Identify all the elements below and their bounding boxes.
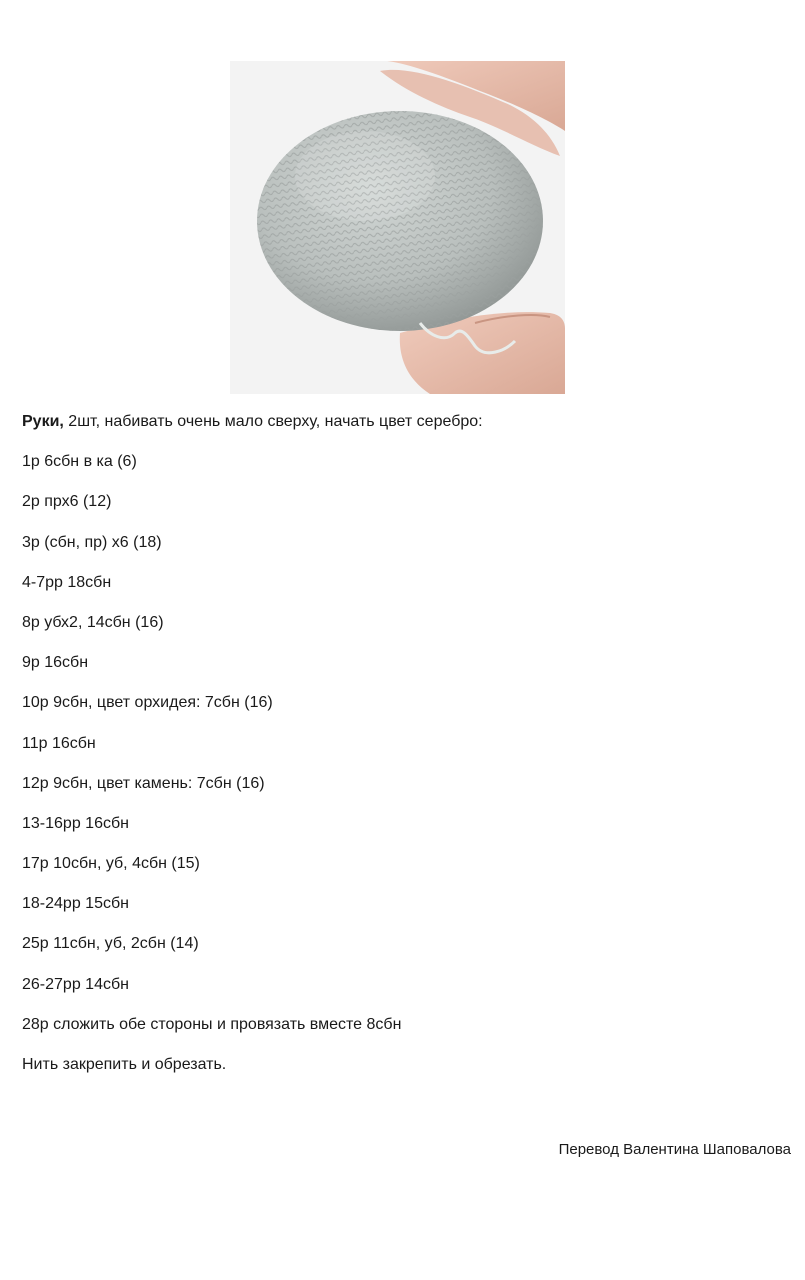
pattern-row: 11р 16сбн — [22, 734, 96, 752]
pattern-instructions — [22, 412, 782, 1095]
crocheted-ball-illustration — [230, 61, 565, 394]
translator-credit: Перевод Валентина Шаповалова — [558, 1141, 791, 1158]
pattern-row: 18-24рр 15сбн — [22, 895, 129, 913]
pattern-row: 17р 10сбн, уб, 4сбн (15) — [22, 855, 200, 873]
heading-text: 2шт, набивать очень мало сверху, начать цвет серебро: — [63, 413, 483, 430]
pattern-heading — [22, 412, 782, 452]
pattern-row: 1р 6сбн в ка (6) — [22, 453, 137, 471]
pattern-row: 28р сложить обе стороны и провязать вместе 8сбн — [22, 1015, 402, 1033]
pattern-row: 26-27рр 14сбн — [22, 975, 129, 993]
pattern-row: 4-7рр 18сбн — [22, 573, 112, 591]
pattern-row: 10р 9сбн, цвет орхидея: 7сбн (16) — [22, 694, 273, 712]
pattern-row: 13-16рр 16сбн — [22, 814, 129, 832]
pattern-row: 2р прх6 (12) — [22, 493, 112, 511]
pattern-row: 25р 11сбн, уб, 2сбн (14) — [22, 935, 199, 953]
pattern-row: 12р 9сбн, цвет камень: 7сбн (16) — [22, 774, 265, 792]
pattern-row: 9р 16сбн — [22, 654, 89, 672]
pattern-row: 3р (сбн, пр) х6 (18) — [22, 533, 162, 551]
pattern-row: Нить закрепить и обрезать. — [22, 1056, 227, 1073]
heading-bold: Руки, — [22, 413, 64, 430]
pattern-row: 8р убх2, 14сбн (16) — [22, 613, 164, 631]
crocheted-ball-photo — [230, 61, 565, 394]
